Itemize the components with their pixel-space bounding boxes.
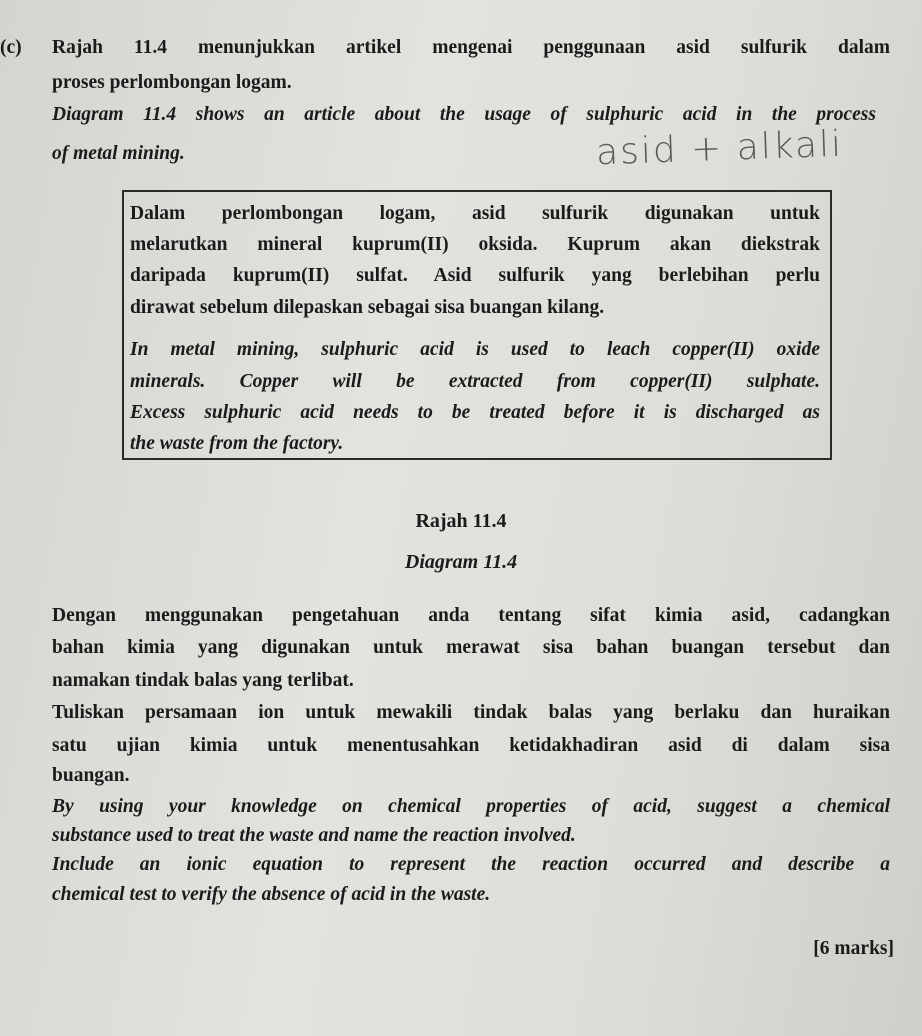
malay-intro-line: Rajah 11.4 menunjukkan artikel mengenai penggunaan asid sulfurik dalam: [52, 37, 890, 58]
task-malay-line: Tuliskan persamaan ion untuk mewakili tindak balas yang berlaku dan huraikan: [52, 702, 890, 723]
english-intro-line: Diagram 11.4 shows an article about the usage of sulphuric acid in the process: [52, 104, 876, 125]
article-english-line: minerals. Copper will be extracted from copper(II) sulphate.: [130, 371, 820, 392]
article-malay-line: daripada kuprum(II) sulfat. Asid sulfurik yang berlebihan perlu: [130, 265, 820, 286]
english-intro-line: of metal mining.: [52, 143, 185, 164]
handwritten-note: asid + alkali: [595, 123, 844, 174]
article-malay-line: Dalam perlombongan logam, asid sulfurik digunakan untuk: [130, 203, 820, 224]
malay-intro-line: proses perlombongan logam.: [52, 72, 292, 93]
caption-english: Diagram 11.4: [404, 551, 518, 573]
article-malay-line: dirawat sebelum dilepaskan sebagai sisa buangan kilang.: [130, 297, 605, 318]
article-english-line: the waste from the factory.: [130, 433, 344, 454]
caption-malay: Rajah 11.4: [415, 510, 507, 532]
task-malay-line: Dengan menggunakan pengetahuan anda tentang sifat kimia asid, cadangkan: [52, 605, 890, 626]
task-english-line: By using your knowledge on chemical properties of acid, suggest a chemical: [52, 796, 890, 817]
article-english-line: In metal mining, sulphuric acid is used to leach copper(II) oxide: [130, 339, 820, 360]
task-english-line: Include an ionic equation to represent the reaction occurred and describe a: [52, 854, 890, 875]
task-malay-line: bahan kimia yang digunakan untuk merawat sisa bahan buangan tersebut dan: [52, 637, 890, 658]
task-malay-line: buangan.: [52, 765, 130, 786]
task-malay-line: namakan tindak balas yang terlibat.: [52, 670, 354, 691]
marks-label: [6 marks]: [813, 938, 894, 959]
article-malay-line: melarutkan mineral kuprum(II) oksida. Kuprum akan diekstrak: [130, 234, 820, 255]
question-label: (c): [0, 37, 22, 58]
article-english-line: Excess sulphuric acid needs to be treated before it is discharged as: [130, 402, 820, 423]
task-english-line: substance used to treat the waste and name the reaction involved.: [52, 825, 576, 846]
task-malay-line: satu ujian kimia untuk menentusahkan ketidakhadiran asid di dalam sisa: [52, 735, 890, 756]
task-english-line: chemical test to verify the absence of acid in the waste.: [52, 884, 491, 905]
